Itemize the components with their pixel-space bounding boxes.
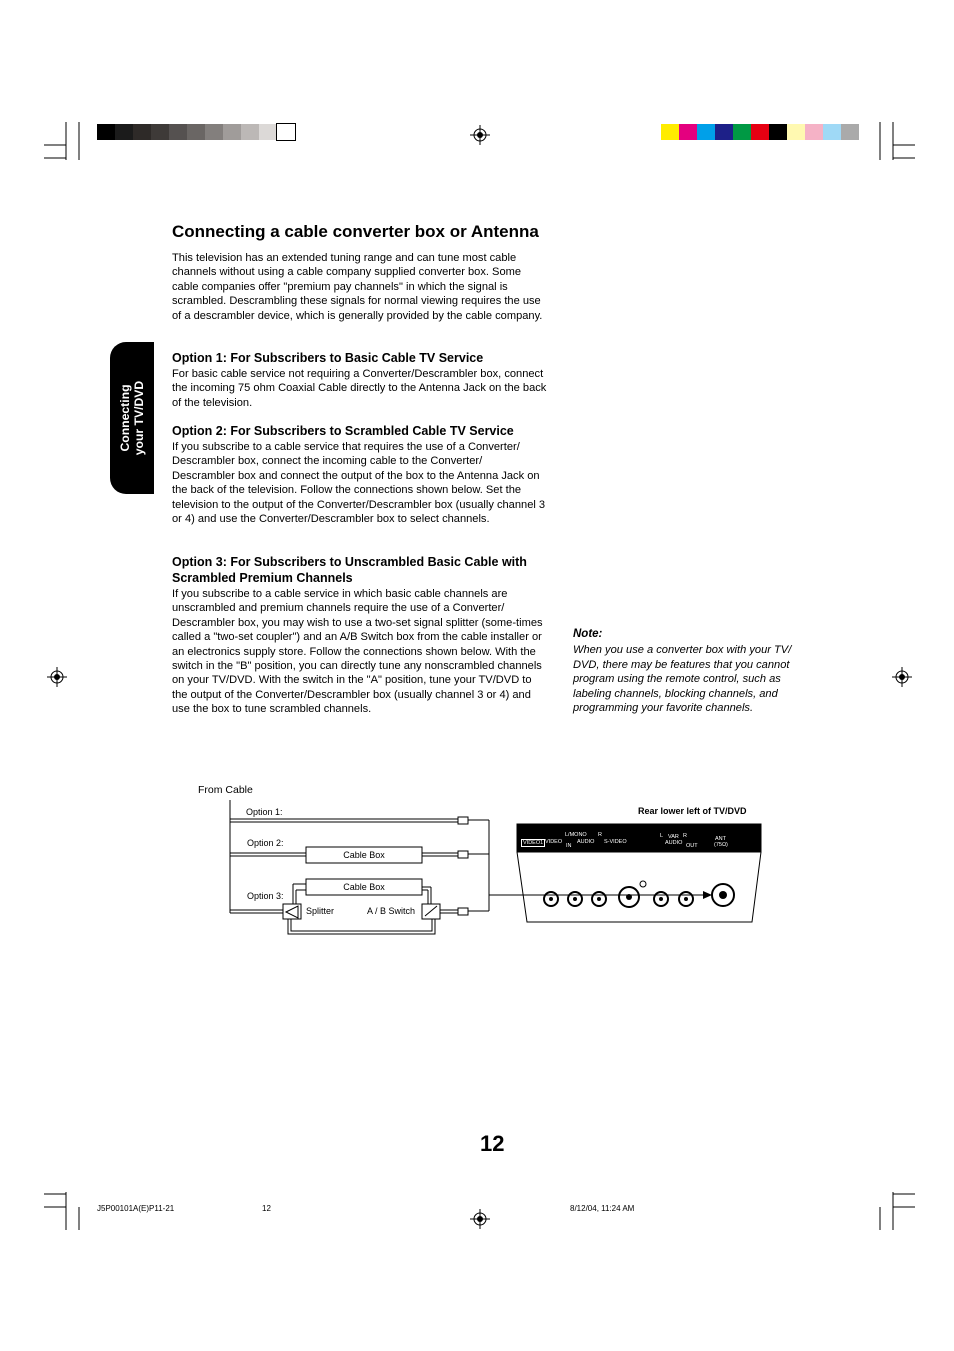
cable-box-option2-label: Cable Box <box>343 850 385 860</box>
page-title: Connecting a cable converter box or Antenna <box>172 222 539 241</box>
note-label: Note: <box>573 628 603 640</box>
option1-body: For basic cable service not requiring a Converter/Descrambler box, connect the incoming 75 ohm Coaxial Cable directly to the Antenna Jack on the back of the television. <box>172 368 547 409</box>
option2-label: Option 2: <box>247 838 284 848</box>
panel-video1: VIDEO1 <box>523 840 544 846</box>
panel-l: L <box>660 833 664 839</box>
panel-var: VAR <box>668 834 679 840</box>
panel-ant: ANT <box>715 836 726 842</box>
panel-lmono: L/MONO <box>565 832 587 838</box>
rear-panel-labels <box>517 828 761 852</box>
footer-page: 12 <box>262 1204 271 1213</box>
panel-audio2: AUDIO <box>665 840 683 846</box>
panel-video: VIDEO <box>545 839 563 845</box>
from-cable-label: From Cable <box>198 784 253 796</box>
panel-ant-ohm: (75Ω) <box>714 842 728 848</box>
splitter-label: Splitter <box>306 906 335 916</box>
cable-box-option3-label: Cable Box <box>343 882 385 892</box>
side-tab-line2: your TV/DVD <box>132 380 146 456</box>
rear-panel-label: Rear lower left of TV/DVD <box>638 806 747 816</box>
option3-label: Option 3: <box>247 891 284 901</box>
page-number: 12 <box>480 1131 505 1156</box>
intro-paragraph: This television has an extended tuning range and can tune most cable channels without using a cable company supplied converter box. Some cable companies offer "premium pay channels" in which the signal is scrambled. Descrambling these signals for normal viewing requires the use of a descrambler device, which is generally provided by the cable company. <box>172 252 543 322</box>
panel-svideo: S-VIDEO <box>604 839 627 845</box>
option2-body: If you subscribe to a cable service that requires the use of a Converter/ Descrambler box, connect the incoming cable to the Converter/ Descrambler box and connect the output of the box to the Antenna Jack on the back of the television. Follow the connections shown below. Set the television to the output of the Converter/Descrambler box (usually channel 3 or 4) and use the Converter/Descrambler box to select channels. <box>172 441 546 526</box>
footer-code: J5P00101A(E)P11-21 <box>97 1204 175 1213</box>
option1-label: Option 1: <box>246 807 283 817</box>
note-body: When you use a converter box with your TV/ DVD, there may be features that you cannot program using the remote control, such as labeling channels, blocking channels, and programming your favorite channels. <box>573 644 792 715</box>
panel-in: IN <box>566 843 572 849</box>
option3-body: If you subscribe to a cable service in which basic cable channels are unscrambled and premium channels require the use of a Converter/ Descrambler box, you may wish to use a two-set signal splitter (some-times called a "two-set coupler") and an A/B Switch box from the cable installer or an electronics supply store. Follow the connections shown below. With the switch in the "B" position, you can directly tune any nonscrambled channels on your TV/DVD. With the switch in the "A" position, tune your TV/DVD to the output of the Converter/Descrambler box (usually channel 3 or 4) and use the box to tune scrambled channels. <box>172 588 543 716</box>
option3-heading: Option 3: For Subscribers to Unscrambled Basic Cable with Scrambled Premium Channels <box>172 555 527 585</box>
ab-switch-label: A / B Switch <box>367 906 416 916</box>
panel-r: R <box>598 832 602 838</box>
side-tab-line1: Connecting <box>118 384 132 452</box>
option1-heading: Option 1: For Subscribers to Basic Cable TV Service <box>172 351 484 365</box>
panel-out: OUT <box>686 843 698 849</box>
panel-r2: R <box>683 833 687 839</box>
footer-date: 8/12/04, 11:24 AM <box>570 1204 635 1213</box>
option2-heading: Option 2: For Subscribers to Scrambled Cable TV Service <box>172 424 514 438</box>
panel-audio: AUDIO <box>577 839 595 845</box>
